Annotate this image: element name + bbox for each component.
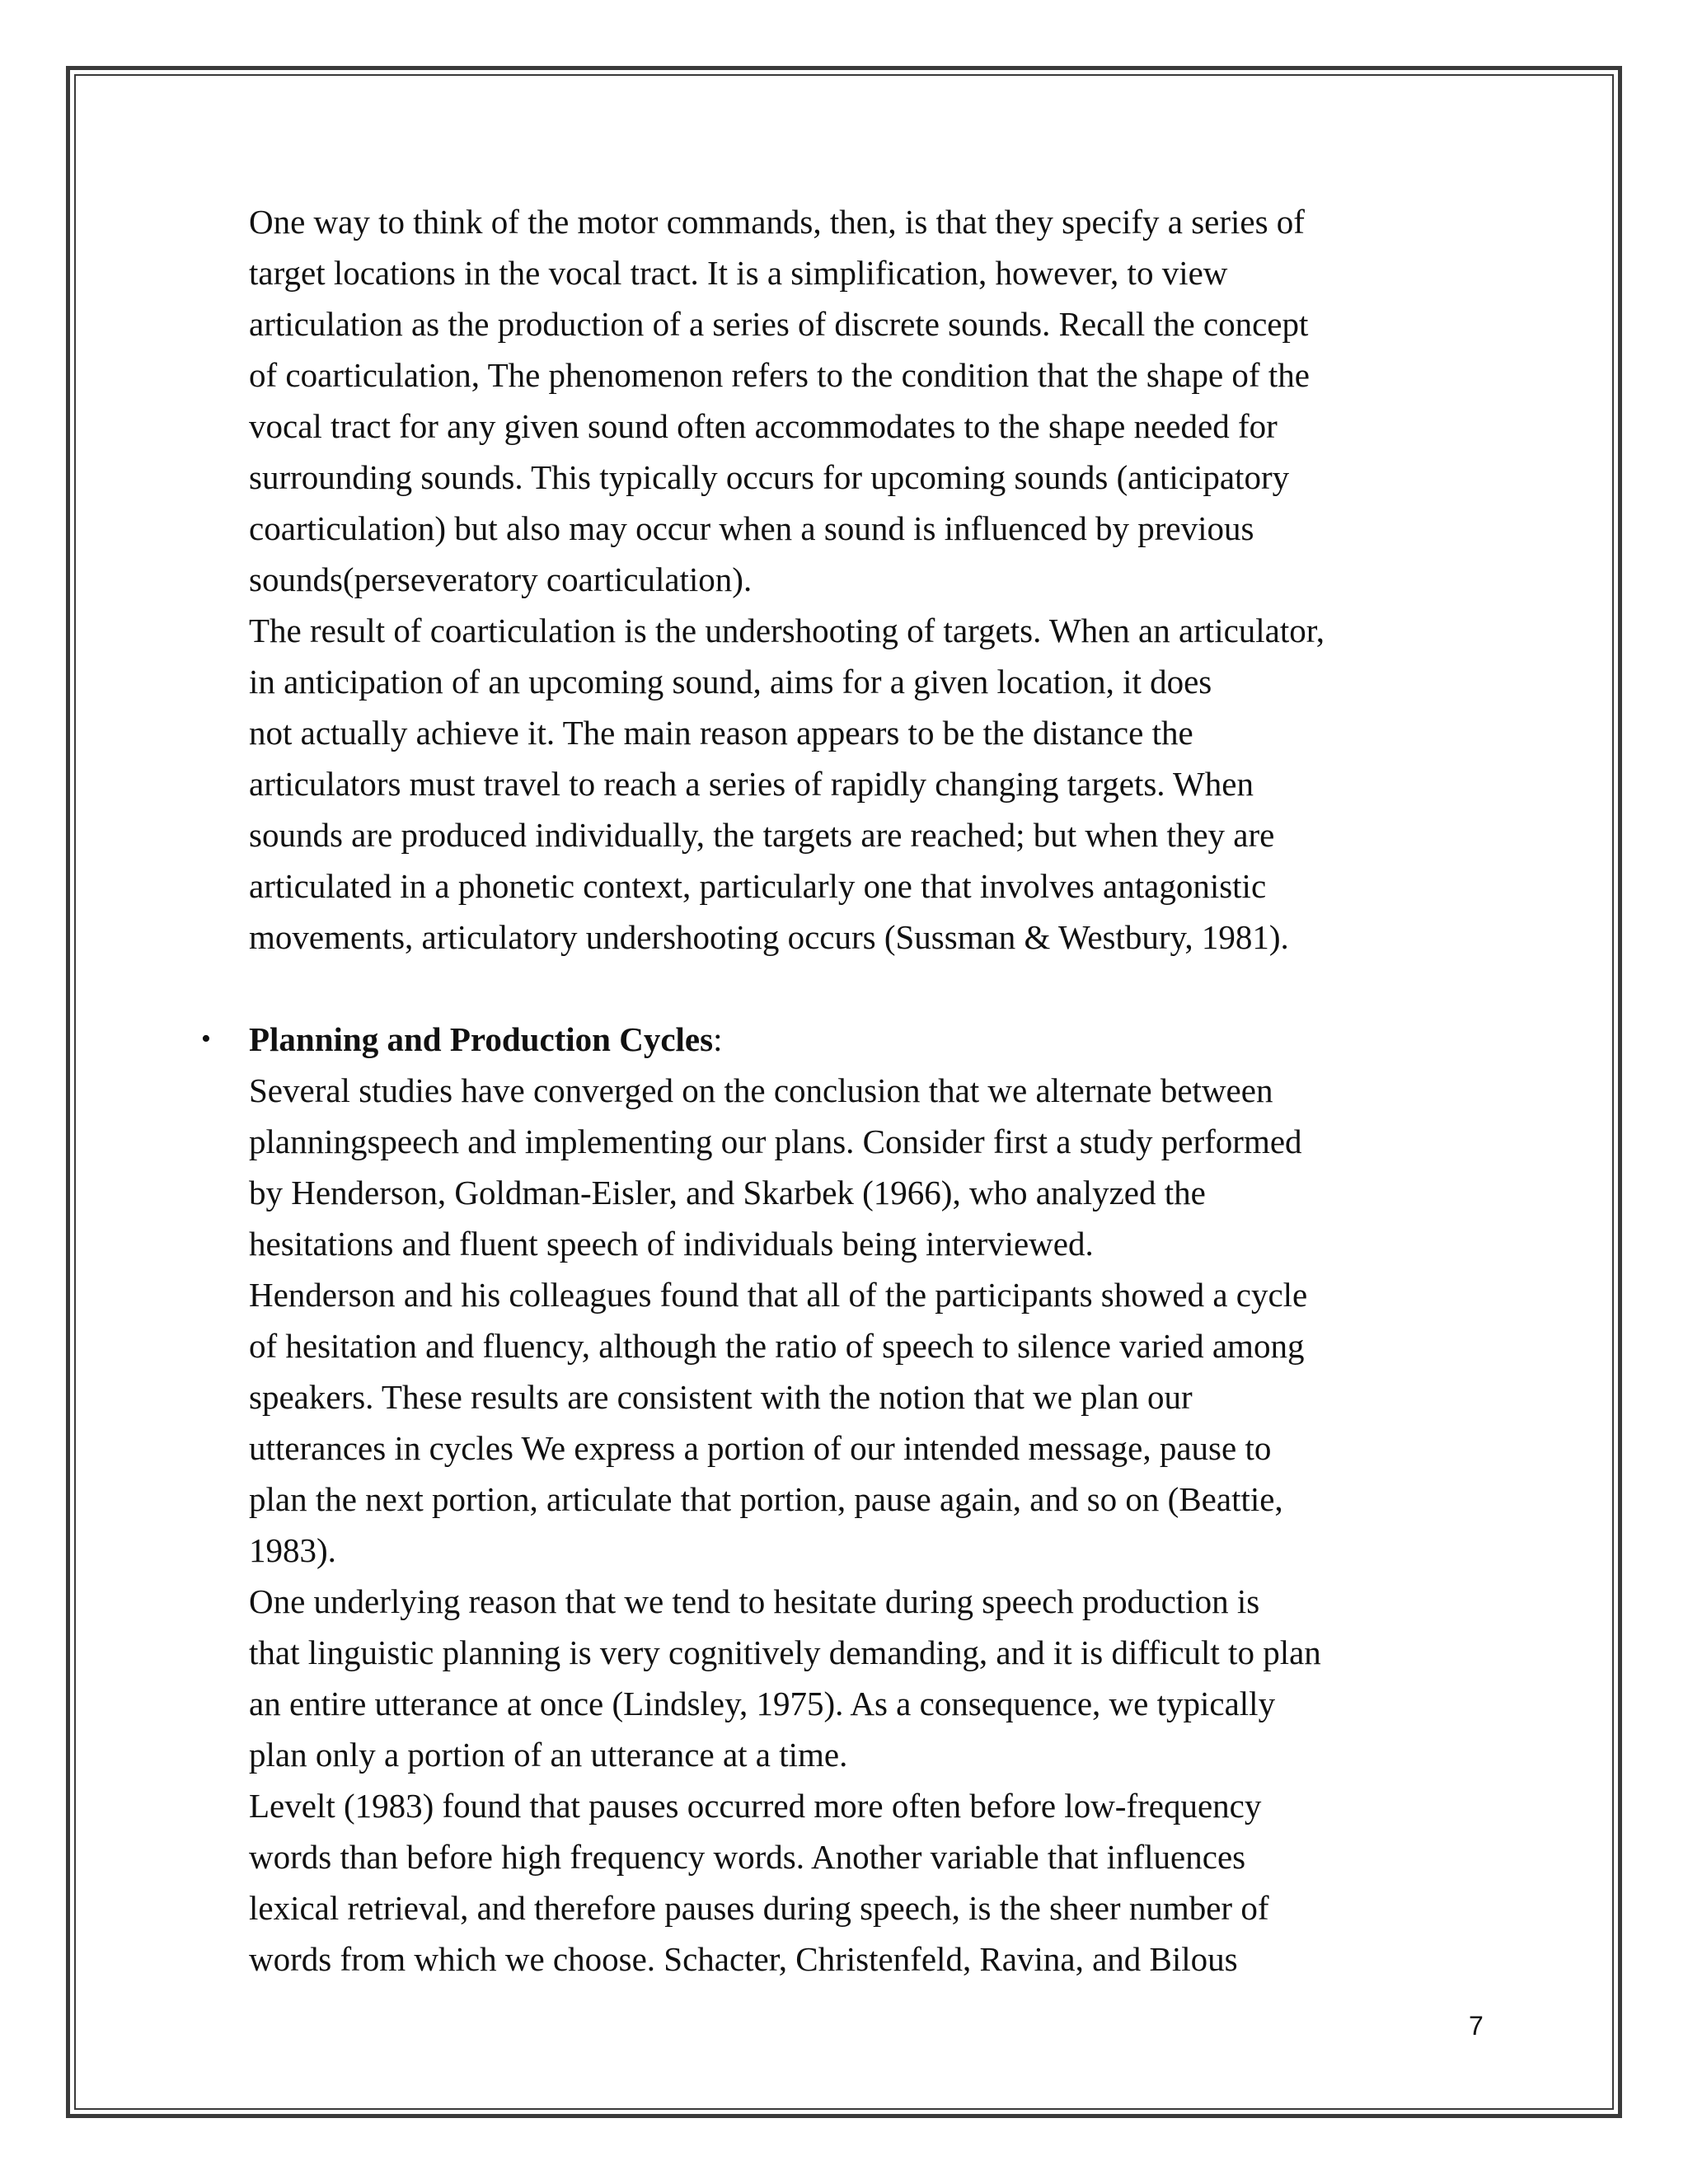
page-number: 7: [1469, 2011, 1484, 2041]
text-line: of coarticulation, The phenomenon refers to the condition that the shape of the: [249, 356, 1310, 394]
text-line: plan the next portion, articulate that portion, pause again, and so on (Beattie,: [249, 1480, 1283, 1518]
text-line: hesitations and fluent speech of individuals being interviewed.: [249, 1225, 1094, 1263]
text-line: One underlying reason that we tend to hesitate during speech production is: [249, 1582, 1260, 1620]
text-line: that linguistic planning is very cognitively demanding, and it is difficult to plan: [249, 1633, 1321, 1671]
text-line: sounds are produced individually, the targets are reached; but when they are: [249, 816, 1275, 854]
text-line: vocal tract for any given sound often accommodates to the shape needed for: [249, 407, 1278, 445]
text-line: articulated in a phonetic context, particularly one that involves antagonistic: [249, 867, 1267, 905]
paragraph-spacer: [249, 963, 1502, 1014]
text-line: of hesitation and fluency, although the ratio of speech to silence varied among: [249, 1327, 1305, 1365]
text-line: planningspeech and implementing our plans. Consider first a study performed: [249, 1122, 1302, 1160]
paragraph-henderson-findings: [249, 1269, 1502, 1576]
text-line: utterances in cycles We express a portion of our intended message, pause to: [249, 1429, 1272, 1467]
text-line: Levelt (1983) found that pauses occurred more often before low-frequency: [249, 1787, 1262, 1825]
section-title-colon: :: [713, 1020, 723, 1058]
text-line: by Henderson, Goldman-Eisler, and Skarbek (1966), who analyzed the: [249, 1174, 1206, 1212]
paragraph-planning-studies: [249, 1065, 1502, 1269]
paragraph-undershooting: [249, 605, 1502, 963]
text-line: coarticulation) but also may occur when a sound is influenced by previous: [249, 509, 1254, 547]
text-line: One way to think of the motor commands, then, is that they specify a series of: [249, 203, 1305, 241]
text-line: 1983).: [249, 1531, 336, 1569]
bullet-icon: •: [201, 1024, 211, 1054]
text-line: words than before high frequency words. Another variable that influences: [249, 1838, 1246, 1876]
text-line: lexical retrieval, and therefore pauses during speech, is the sheer number of: [249, 1889, 1269, 1927]
text-line: target locations in the vocal tract. It is a simplification, however, to view: [249, 254, 1228, 292]
text-line: speakers. These results are consistent with the notion that we plan our: [249, 1378, 1193, 1416]
section-heading: [201, 1014, 1502, 1065]
section-title: Planning and Production Cycles: [249, 1020, 714, 1058]
text-line: Henderson and his colleagues found that all of the participants showed a cycle: [249, 1276, 1308, 1314]
paragraph-hesitation-reason: [249, 1576, 1502, 1780]
text-line: an entire utterance at once (Lindsley, 1975). As a consequence, we typically: [249, 1685, 1276, 1722]
text-line: not actually achieve it. The main reason appears to be the distance the: [249, 714, 1193, 752]
page-content: [201, 196, 1502, 1985]
paragraph-coarticulation: [249, 196, 1502, 605]
text-line: articulation as the production of a series of discrete sounds. Recall the concept: [249, 305, 1309, 343]
text-line: sounds(perseveratory coarticulation).: [249, 560, 753, 598]
text-line: movements, articulatory undershooting occurs (Sussman & Westbury, 1981).: [249, 918, 1289, 956]
text-line: articulators must travel to reach a series of rapidly changing targets. When: [249, 765, 1254, 803]
text-line: in anticipation of an upcoming sound, aims for a given location, it does: [249, 663, 1212, 701]
text-line: Several studies have converged on the conclusion that we alternate between: [249, 1071, 1273, 1109]
text-line: The result of coarticulation is the undershooting of targets. When an articulator,: [249, 612, 1325, 649]
text-line: surrounding sounds. This typically occurs for upcoming sounds (anticipatory: [249, 458, 1290, 496]
paragraph-levelt: [249, 1780, 1502, 1985]
text-line: plan only a portion of an utterance at a time.: [249, 1736, 848, 1774]
text-line: words from which we choose. Schacter, Christenfeld, Ravina, and Bilous: [249, 1940, 1238, 1978]
